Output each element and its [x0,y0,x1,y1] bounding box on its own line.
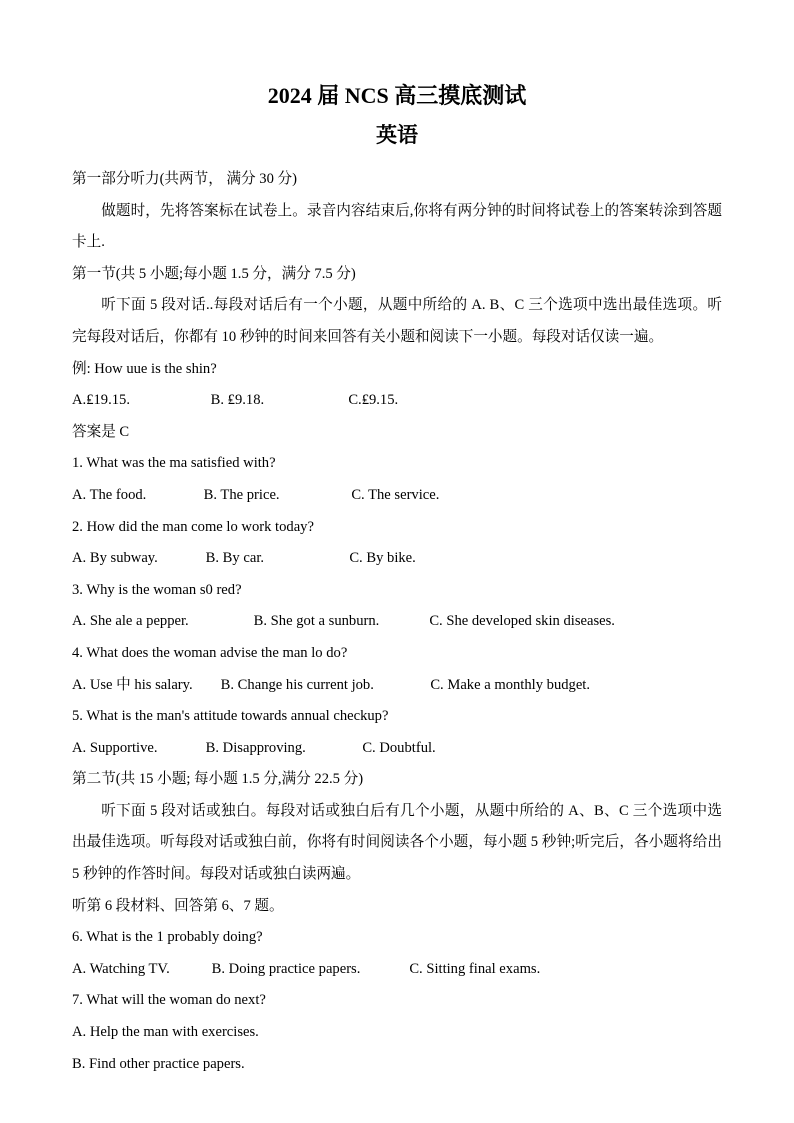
question-3-options-row [72,606,722,638]
doc-subtitle: 英语 [376,123,418,147]
section1-instructions: 听下面 5 段对话..每段对话后有一个小题，从题中所给的 A. B、C 三个选项中选出最佳选项。听完每段对话后，你都有 10 秒钟的时间来回答有关小题和阅读下一小题。每段对话仅读一遍。 [72,297,722,345]
section2-material-6-7: 听第 6 段材料、回答第 6、7 题。 [72,897,284,914]
question-5-option-a: A. Supportive. [72,739,158,756]
example-question: 例: How uue is the shin? [72,360,217,377]
question-5-options-row [72,733,722,765]
question-3-text: 3. Why is the woman s0 red? [72,581,242,598]
question-7-text: 7. What will the woman do next? [72,992,266,1009]
question-3-option-b: B. She got a sunburn. [253,613,380,630]
question-4-options-row [72,670,722,702]
example-options-row [72,385,722,417]
question-2-option-c: C. By bike. [349,550,416,567]
question-3-option-a: A. She ale a pepper. [72,613,189,630]
question-1-options-row [72,480,722,512]
question-1-option-c: C. The service. [351,486,440,503]
question-6-options-row [72,954,722,986]
part1-heading: 第一部分听力(共两节， 满分 30 分) [72,171,297,187]
question-2-option-a: A. By subway. [72,550,158,567]
question-4-text: 4. What does the woman advise the man lo do? [72,644,348,661]
example-option-c: C.₤9.15. [348,392,399,409]
question-5-text: 5. What is the man's attitude towards annual checkup? [72,708,389,725]
question-2-text: 2. How did the man come lo work today? [72,518,314,535]
question-6-option-a: A. Watching TV. [72,960,170,977]
question-2-options-row [72,543,722,575]
question-6-option-b: B. Doing practice papers. [211,960,361,977]
question-6-text: 6. What is the 1 probably doing? [72,929,263,946]
example-option-a: A.₤19.15. [72,392,130,409]
question-3-option-c: C. She developed skin diseases. [429,613,615,630]
section1-heading: 第一节(共 5 小题;每小题 1.5 分，满分 7.5 分) [72,265,356,282]
example-answer: 答案是 C [72,423,130,440]
example-option-b: B. ₤9.18. [210,392,265,409]
question-4-option-c: C. Make a monthly budget. [430,676,591,693]
doc-title: 2024 届 NCS 高三摸底测试 [267,83,527,108]
question-2-option-b: B. By car. [205,550,265,567]
question-7-option-a: A. Help the man with exercises. [72,1024,259,1041]
section2-heading: 第二节(共 15 小题; 每小题 1.5 分,满分 22.5 分) [72,771,364,788]
section2-instructions: 听下面 5 段对话或独白。每段对话或独白后有几个小题，从题中所给的 A、B、C 三个选项中选出最佳选项。听每段对话或独白前，你将有时间阅读各个小题，每小题 5 秒钟;听完后，各小题将给出 5 秒钟的作答时间。每段对话或独白读两遍。 [72,802,722,883]
question-7-option-b: B. Find other practice papers. [72,1055,245,1072]
question-6-option-c: C. Sitting final exams. [409,960,541,977]
question-1-option-b: B. The price. [203,486,280,503]
question-4-option-a: A. Use 中 his salary. [72,676,193,693]
question-1-option-a: A. The food. [72,486,147,503]
exam-body [72,164,722,1080]
question-5-option-b: B. Disapproving. [205,739,306,756]
question-1-text: 1. What was the ma satisfied with? [72,455,276,472]
part1-instructions: 做题时，先将答案标在试卷上。录音内容结束后,你将有两分钟的时间将试卷上的答案转涂到答题卡上. [72,202,722,251]
question-5-option-c: C. Doubtful. [362,739,436,756]
question-4-option-b: B. Change his current job. [220,676,374,693]
